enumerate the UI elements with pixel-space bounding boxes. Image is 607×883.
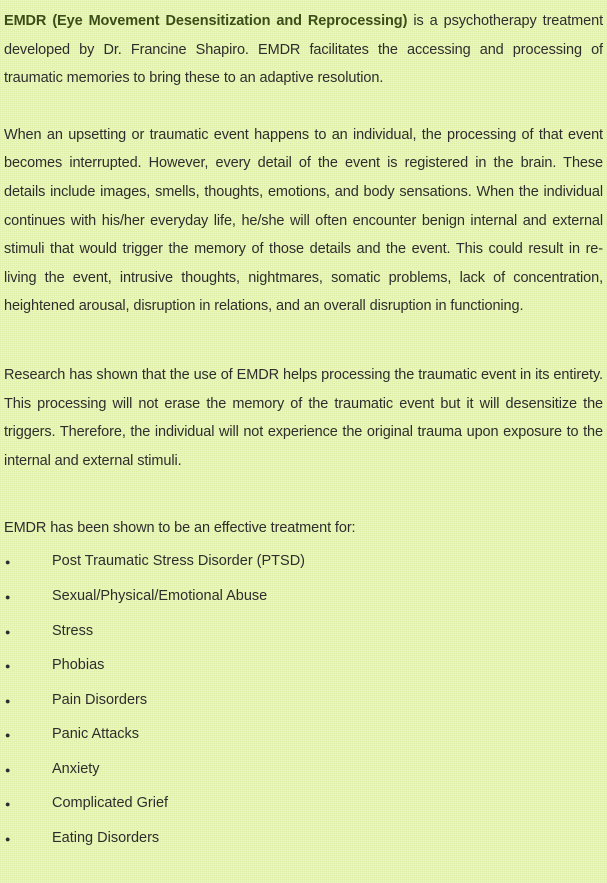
bullet-icon: ●	[5, 695, 11, 706]
condition-label: Stress	[52, 622, 94, 639]
bullet-icon: ●	[5, 626, 11, 637]
list-item	[4, 786, 603, 821]
intro-paragraph	[4, 7, 603, 93]
list-item	[4, 752, 603, 787]
list-item	[4, 544, 603, 579]
intro-title: EMDR (Eye Movement Desensitization and Reprocessing)	[4, 13, 408, 29]
condition-label: Anxiety	[52, 760, 100, 777]
bullet-icon: ●	[5, 591, 11, 602]
bullet-icon: ●	[5, 834, 11, 845]
bullet-icon: ●	[5, 730, 11, 741]
research-paragraph: Research has shown that the use of EMDR helps processing the traumatic event in its entirety. This processing will not erase the memory of the traumatic event but it will desensitize the triggers. Therefore, the individual will not experience the original trauma upon exposure to the internal and external stimuli.	[4, 366, 603, 469]
condition-label: Sexual/Physical/Emotional Abuse	[52, 587, 268, 604]
conditions-list	[4, 544, 603, 855]
bullet-icon: ●	[5, 799, 11, 810]
trauma-processing-paragraph: When an upsetting or traumatic event happens to an individual, the processing of that event becomes interrupted. However, every detail of the event is registered in the brain. These details include images, smells, thoughts, emotions, and body sensations. When the individual continues with his/her everyday life, he/she will often encounter benign internal and external stimuli that would trigger the memory of those details and the event. This could result in re-living the event, intrusive thoughts, nightmares, somatic problems, lack of concentration, heightened arousal, disruption in relations, and an overall disruption in functioning.	[4, 126, 603, 315]
list-item	[4, 614, 603, 649]
bullet-icon: ●	[5, 661, 11, 672]
intro-text: is a psychotherapy treatment developed by Dr. Francine Shapiro. EMDR facilitates the accessing and processing of traumatic memories to bring these to an adaptive resolution.	[4, 13, 603, 87]
list-item	[4, 648, 603, 683]
bullet-icon: ●	[5, 557, 11, 568]
bullet-icon: ●	[5, 764, 11, 775]
list-item	[4, 579, 603, 614]
list-item	[4, 717, 603, 752]
condition-label: Post Traumatic Stress Disorder (PTSD)	[52, 553, 305, 570]
condition-label: Complicated Grief	[52, 795, 169, 812]
condition-label: Eating Disorders	[52, 830, 160, 847]
condition-label: Panic Attacks	[52, 726, 140, 743]
list-intro: EMDR has been shown to be an effective treatment for:	[4, 520, 356, 537]
list-item	[4, 683, 603, 718]
list-item	[4, 821, 603, 856]
condition-label: Pain Disorders	[52, 691, 148, 708]
condition-label: Phobias	[52, 657, 105, 674]
